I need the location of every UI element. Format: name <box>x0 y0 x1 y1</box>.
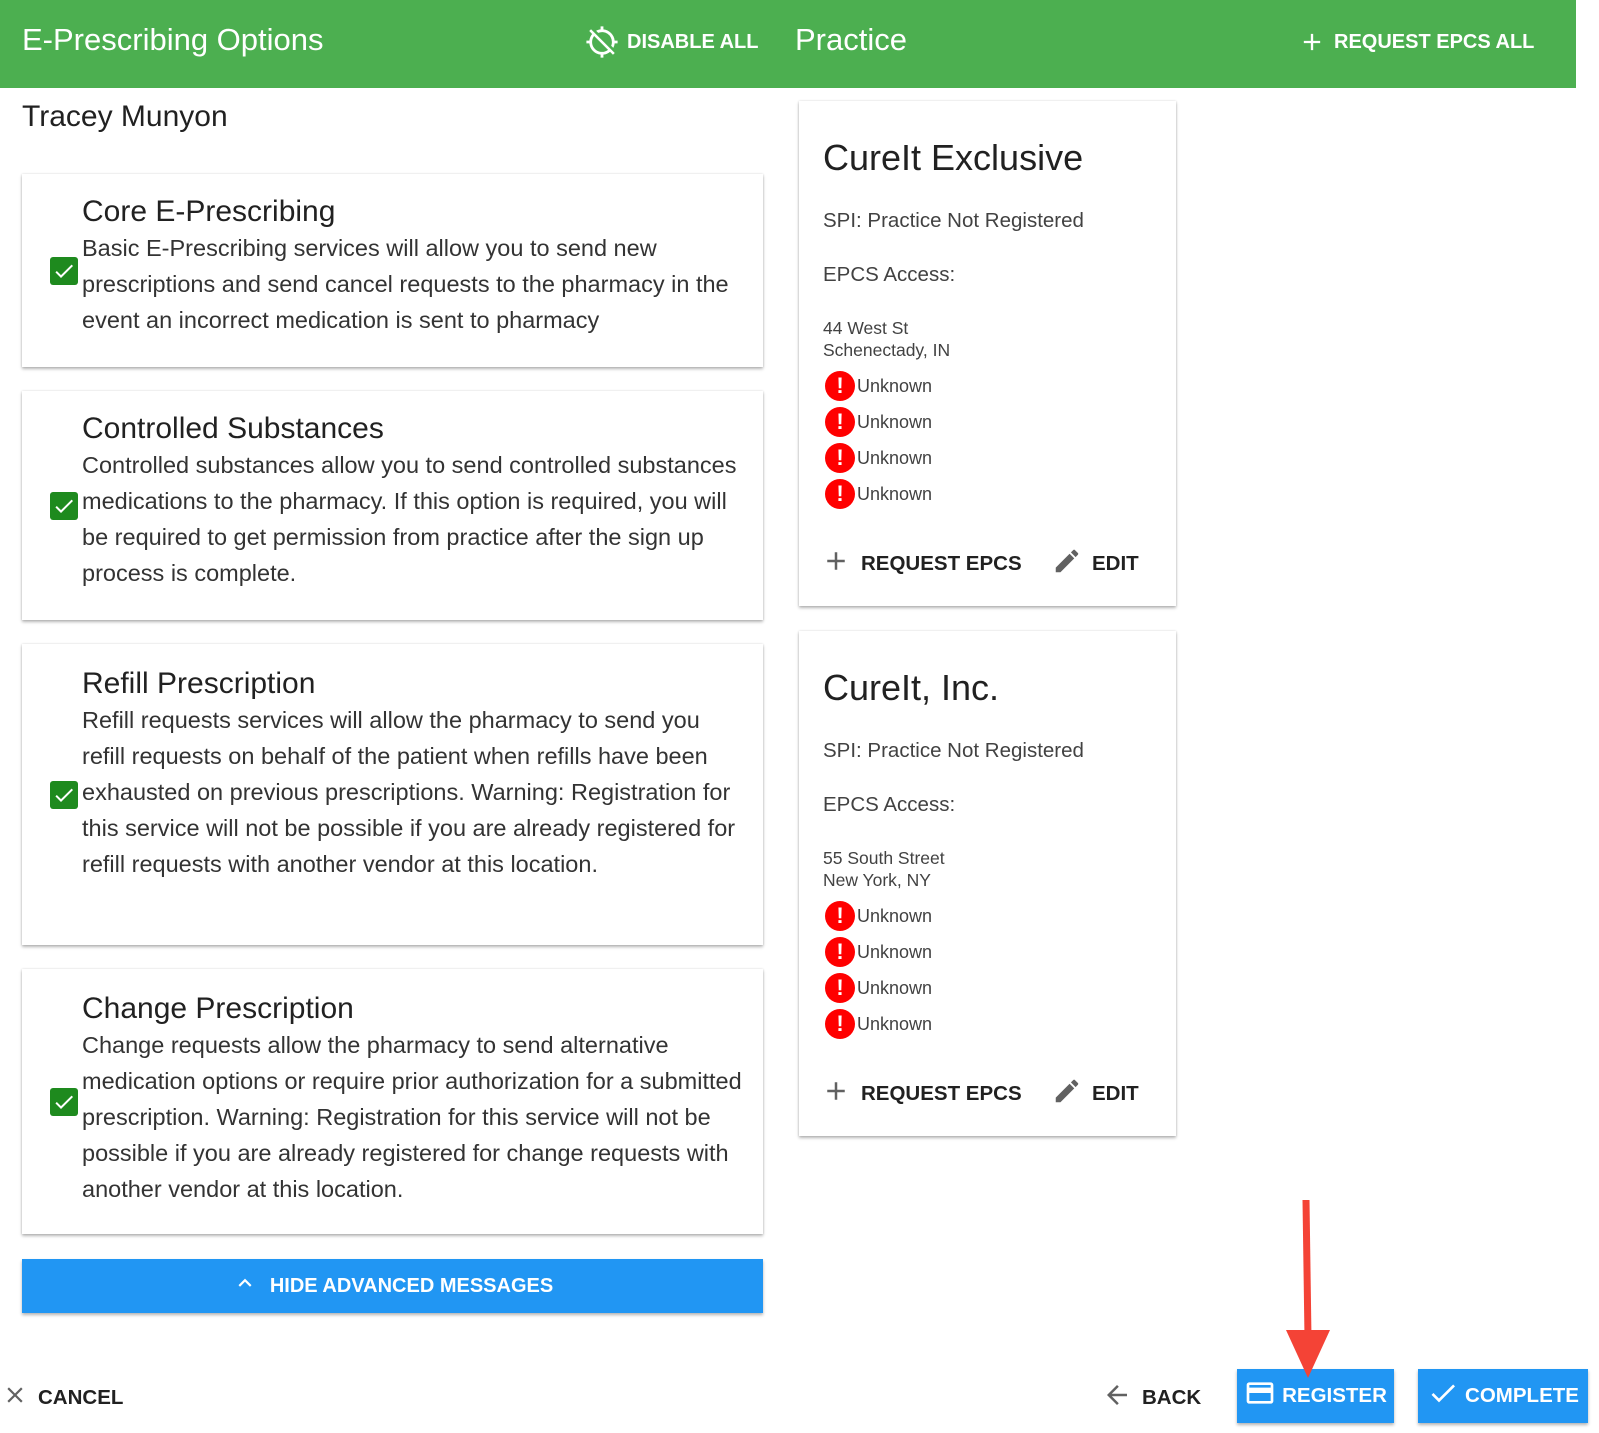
status-text: Unknown <box>857 905 933 926</box>
complete-label: COMPLETE <box>1465 1384 1579 1407</box>
edit-button[interactable] <box>1052 1076 1139 1112</box>
practice-card <box>799 631 1176 1136</box>
chevron-up-icon <box>232 1270 258 1302</box>
status-row <box>825 368 932 404</box>
practice-card <box>799 101 1176 606</box>
plus-icon <box>821 1076 851 1112</box>
status-row <box>825 440 932 476</box>
status-text: Unknown <box>857 375 933 396</box>
practice-spi: SPI: Practice Not Registered <box>823 739 1084 762</box>
request-epcs-all-button[interactable] <box>1298 22 1534 62</box>
status-text: Unknown <box>857 447 933 468</box>
request-epcs-button[interactable] <box>821 1076 1022 1112</box>
practice-title: Practice <box>795 22 907 57</box>
request-epcs-all-label: REQUEST EPCS ALL <box>1334 30 1535 53</box>
checkmark-icon <box>52 1090 76 1114</box>
request-epcs-label: REQUEST EPCS <box>861 552 1022 575</box>
status-text: Unknown <box>857 483 933 504</box>
option-title: Refill Prescription <box>82 667 316 700</box>
cancel-label: CANCEL <box>38 1386 124 1409</box>
error-icon: ! <box>825 479 855 509</box>
pencil-icon <box>1052 1076 1082 1112</box>
checkmark-icon <box>52 259 76 283</box>
practice-address <box>823 847 945 891</box>
option-title: Change Prescription <box>82 992 354 1025</box>
checkmark-icon <box>1427 1377 1459 1415</box>
practice-name: CureIt, Inc. <box>823 667 1000 708</box>
status-row <box>825 1006 932 1042</box>
option-description: Refill requests services will allow the pharmacy to send you refill requests on behalf of the patient when refills have been exhausted on previous prescriptions. Warning: Registration for this service will not be possible if you are already registered for refill requests with another vendor at this location. <box>82 707 736 877</box>
practice-address <box>823 317 950 361</box>
back-label: BACK <box>1142 1386 1202 1409</box>
provider-name: Tracey Munyon <box>22 100 228 133</box>
status-row <box>825 934 932 970</box>
checkmark-icon <box>52 783 76 807</box>
option-title: Core E-Prescribing <box>82 195 336 228</box>
options-title: E-Prescribing Options <box>22 22 324 57</box>
address-line-2: Schenectady, IN <box>823 340 951 360</box>
checkmark-icon <box>52 494 76 518</box>
error-icon: ! <box>825 407 855 437</box>
status-text: Unknown <box>857 977 933 998</box>
arrow-back-icon <box>1102 1380 1132 1416</box>
request-epcs-label: REQUEST EPCS <box>861 1082 1022 1105</box>
refill-prescription-checkbox[interactable] <box>50 781 78 809</box>
complete-button[interactable] <box>1418 1369 1588 1423</box>
change-prescription-checkbox[interactable] <box>50 1088 78 1116</box>
practice-epcs-access: EPCS Access: <box>823 263 956 286</box>
disable-all-label: DISABLE ALL <box>627 30 759 53</box>
error-icon: ! <box>825 1009 855 1039</box>
option-description: Change requests allow the pharmacy to send alternative medication options or require prior authorization for a submitted prescription. Warning: Registration for this service will not be possible if you are already registered for change requests with another vendor at this location. <box>82 1032 742 1202</box>
option-card-core <box>22 174 763 367</box>
register-label: REGISTER <box>1282 1384 1387 1407</box>
disable-all-button[interactable] <box>585 22 758 62</box>
option-card-change <box>22 969 763 1234</box>
edit-label: EDIT <box>1092 1082 1139 1105</box>
status-row <box>825 898 932 934</box>
status-list <box>825 898 932 1042</box>
hide-advanced-label: HIDE ADVANCED MESSAGES <box>269 1274 554 1297</box>
edit-label: EDIT <box>1092 552 1139 575</box>
error-icon: ! <box>825 973 855 1003</box>
error-icon: ! <box>825 443 855 473</box>
practice-spi: SPI: Practice Not Registered <box>823 209 1084 232</box>
hide-advanced-messages-button[interactable] <box>22 1259 763 1313</box>
edit-button[interactable] <box>1052 546 1139 582</box>
back-button[interactable] <box>1102 1378 1201 1418</box>
gps-off-icon <box>585 25 619 59</box>
request-epcs-button[interactable] <box>821 546 1022 582</box>
error-icon: ! <box>825 371 855 401</box>
core-eprescribing-checkbox[interactable] <box>50 257 78 285</box>
option-title: Controlled Substances <box>82 412 384 445</box>
status-text: Unknown <box>857 941 933 962</box>
plus-icon <box>1298 28 1326 56</box>
controlled-substances-checkbox[interactable] <box>50 492 78 520</box>
header-bar <box>0 0 1576 88</box>
status-list <box>825 368 932 512</box>
practice-name: CureIt Exclusive <box>823 137 1084 178</box>
status-row <box>825 970 932 1006</box>
address-line-2: New York, NY <box>823 870 931 890</box>
close-icon <box>2 1382 28 1414</box>
address-line-1: 44 West St <box>823 318 909 338</box>
option-card-controlled <box>22 391 763 620</box>
status-row <box>825 404 932 440</box>
status-text: Unknown <box>857 411 933 432</box>
credit-card-icon <box>1244 1377 1276 1415</box>
status-row <box>825 476 932 512</box>
option-description: Controlled substances allow you to send controlled substances medications to the pharmacy. If this option is required, you will be required to get permission from practice after the sign up process is complete. <box>82 452 737 586</box>
practice-epcs-access: EPCS Access: <box>823 793 956 816</box>
option-card-refill <box>22 644 763 945</box>
status-text: Unknown <box>857 1013 933 1034</box>
address-line-1: 55 South Street <box>823 848 945 868</box>
error-icon: ! <box>825 901 855 931</box>
plus-icon <box>821 546 851 582</box>
option-description: Basic E-Prescribing services will allow you to send new prescriptions and send cancel requests to the pharmacy in the event an incorrect medication is sent to pharmacy <box>82 235 729 333</box>
error-icon: ! <box>825 937 855 967</box>
pencil-icon <box>1052 546 1082 582</box>
red-arrow-annotation <box>1282 1200 1332 1382</box>
cancel-button[interactable] <box>2 1378 123 1418</box>
